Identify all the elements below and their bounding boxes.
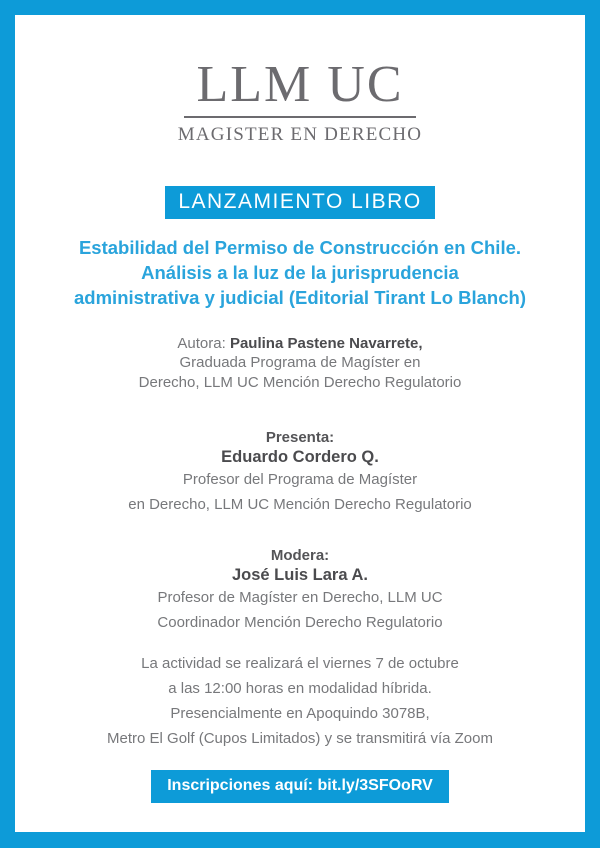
author-name-comma: , <box>418 334 423 352</box>
logo-subtitle: MAGISTER EN DERECHO <box>177 123 423 145</box>
author-description-line: Graduada Programa de Magíster en <box>179 354 421 372</box>
event-details-line: Presencialmente en Apoquindo 3078B, <box>170 705 430 723</box>
author-intro-line <box>15 334 585 354</box>
author-name: Paulina Pastene Navarrete <box>229 334 419 352</box>
llm-uc-logo <box>15 56 585 146</box>
event-details-line: a las 12:00 horas en modalidad híbrida. <box>168 680 432 698</box>
cta-row <box>15 770 585 803</box>
event-details-line: La actividad se realizará el viernes 7 de octubre <box>141 655 459 673</box>
event-details-line: Metro El Golf (Cupos Limitados) y se transmitirá vía Zoom <box>107 730 493 748</box>
author-description-line: Derecho, LLM UC Mención Derecho Regulatorio <box>138 373 462 391</box>
logo-wordmark: LLM UC <box>196 56 404 113</box>
logo-divider <box>184 116 416 118</box>
moderator-description <box>15 585 585 635</box>
book-title-line: Estabilidad del Permiso de Construcción en Chile. <box>78 236 522 258</box>
moderator-label: Modera: <box>270 547 330 565</box>
registration-link-button[interactable]: Inscripciones aquí: bit.ly/3SFOoRV <box>151 770 449 803</box>
event-details <box>15 651 585 751</box>
author-block <box>15 334 585 393</box>
moderator-description-line: Coordinador Mención Derecho Regulatorio <box>157 614 443 632</box>
author-label: Autora: <box>177 334 230 352</box>
presenter-description-line: en Derecho, LLM UC Mención Derecho Regulatorio <box>128 496 472 514</box>
moderator-name: José Luis Lara A. <box>231 566 369 585</box>
moderator-block <box>15 546 585 635</box>
book-title-line: administrativa y judicial (Editorial Tirant Lo Blanch) <box>74 286 526 308</box>
banner-row <box>15 186 585 219</box>
moderator-description-line: Profesor de Magíster en Derecho, LLM UC <box>157 589 443 607</box>
presenter-block <box>15 428 585 517</box>
presenter-description-line: Profesor del Programa de Magíster <box>182 471 418 489</box>
book-title-line: Análisis a la luz de la jurisprudencia <box>141 261 459 283</box>
presenter-label: Presenta: <box>265 429 335 447</box>
event-type-banner: LANZAMIENTO LIBRO <box>165 186 434 219</box>
book-title <box>15 235 585 310</box>
presenter-name: Eduardo Cordero Q. <box>221 448 379 467</box>
presenter-description <box>15 467 585 517</box>
